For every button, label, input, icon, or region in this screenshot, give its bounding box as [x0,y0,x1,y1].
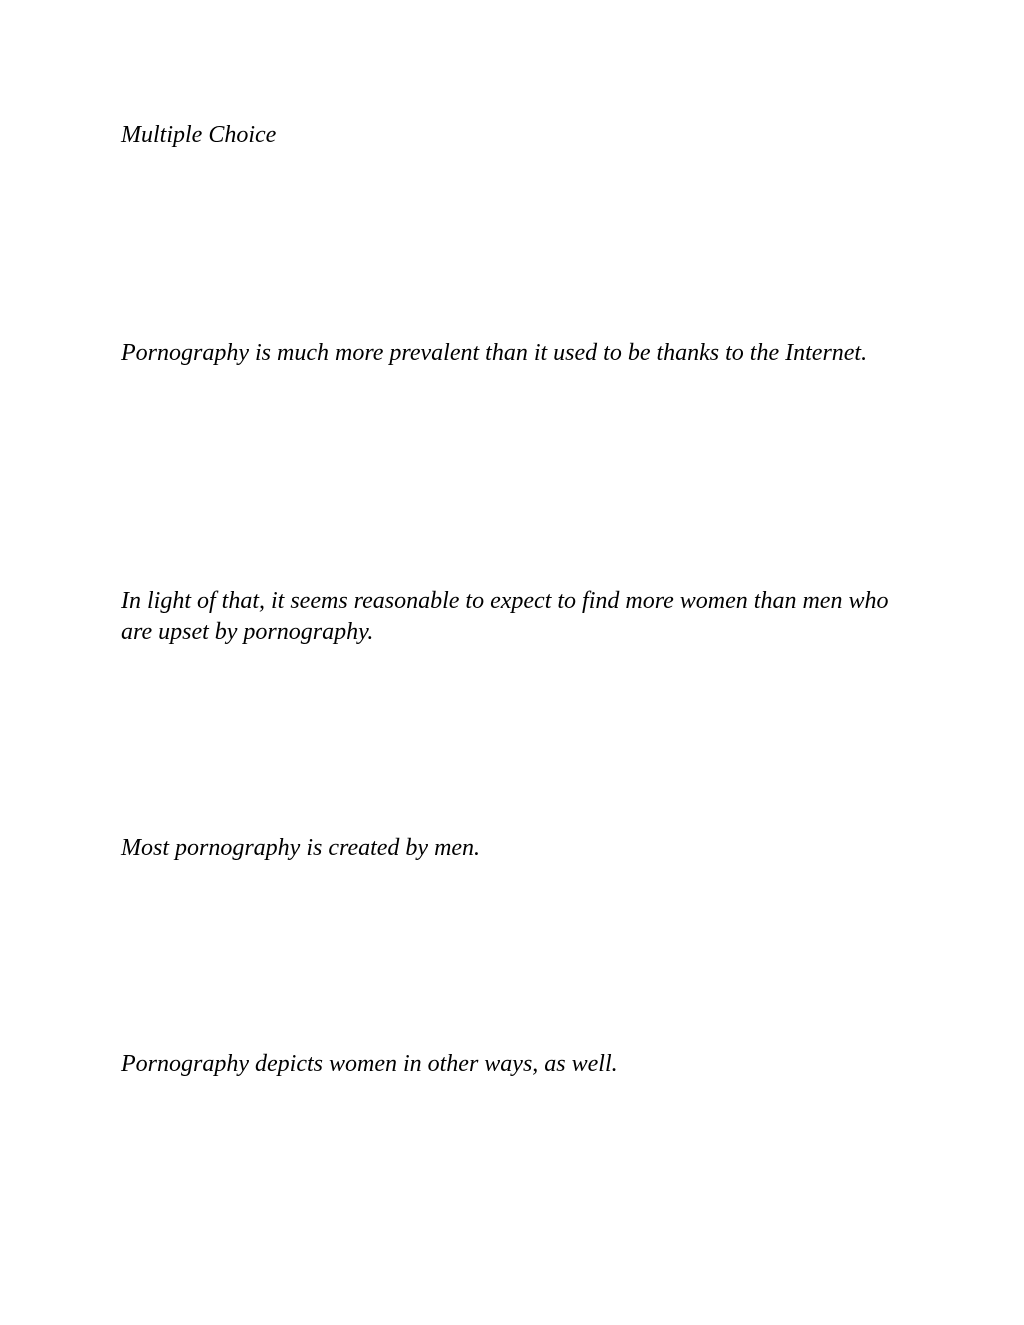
paragraph: In light of that, it seems reasonable to expect to find more women than men who are upset by pornography. [121,588,889,645]
paragraph: Most pornography is created by men. [121,835,481,861]
paragraph: Pornography is much more prevalent than it used to be thanks to the Internet. [121,340,868,366]
paragraph: Pornography depicts women in other ways, as well. [121,1051,618,1077]
section-heading: Multiple Choice [121,122,277,148]
